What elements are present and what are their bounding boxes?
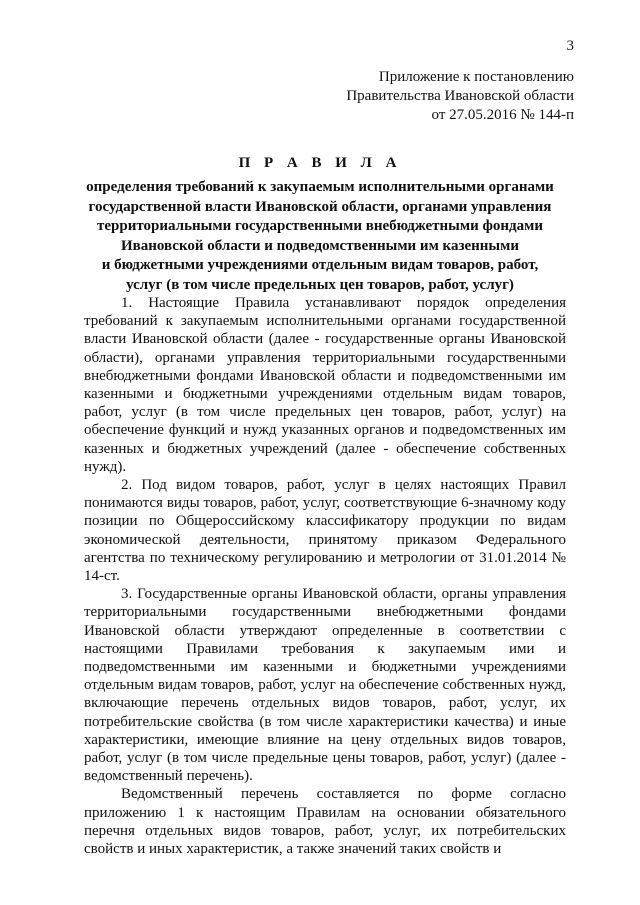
subtitle-line: определения требований к закупаемым исполнительными органами [86, 179, 554, 195]
document-body [84, 294, 566, 858]
paragraph: 1. Настоящие Правила устанавливают порядок определения требований к закупаемым исполнительными органами государственной власти Ивановской области (далее - государственные органы Ивановской области), органами управления территориальными государственными внебюджетными фондами Ивановской области и подведомственными им казенными и бюджетными учреждениями отдельным видам товаров, работ, услуг (в том числе предельных цен товаров, работ, услуг) на обеспечение функций и нужд указанных органов и подведомственных им казенных и бюджетных учреждений (далее - обеспечение собственных нужд). [84, 295, 566, 475]
paragraph: 3. Государственные органы Ивановской области, органы управления территориальными государственными внебюджетными фондами Ивановской области утверждают определенные в соответствии с настоящими Правилами требования к закупаемым ими и подведомственными им казенными и бюджетными учреждениями отдельным видам товаров, работ, услуг на обеспечение собственных нужд, включающие перечень отдельных видов товаров, работ, услуг, их потребительские свойства (в том числе характеристики качества) и иные характеристики, имеющие влияние на цену отдельных видов товаров, работ, услуг (в том числе предельные цены товаров, работ, услуг) (далее - ведомственный перечень). [84, 586, 566, 785]
paragraph: Ведомственный перечень составляется по форме согласно приложению 1 к настоящим Правилам на основании обязательного перечня отдельных видов товаров, работ, услуг, их потребительских свойств и иных характеристик, а также значений таких свойств и [84, 786, 566, 858]
paragraph: 2. Под видом товаров, работ, услуг в целях настоящих Правил понимаются виды товаров, работ, услуг, соответствующие 6-значному коду позиции по Общероссийскому классификатору продукции по видам экономической деятельности, принятому приказом Федерального агентства по техническому регулированию и метрологии от 31.01.2014 № 14-ст. [84, 477, 566, 585]
subtitle-line: государственной власти Ивановской области, органами управления [88, 198, 552, 215]
subtitle-line: услуг (в том числе предельных цен товаров, работ, услуг) [126, 276, 514, 293]
subtitle-line: Ивановской области и подведомственными им казенными [120, 237, 519, 254]
appendix-line: от 27.05.2016 № 144-п [431, 107, 574, 123]
document-subtitle [70, 178, 570, 295]
subtitle-line: и бюджетными учреждениями отдельным видам товаров, работ, [101, 257, 539, 273]
appendix-reference [346, 68, 574, 125]
document-title: П Р А В И Л А [238, 155, 402, 171]
page-number: 3 [566, 38, 574, 54]
appendix-line: Правительства Ивановской области [346, 88, 574, 104]
subtitle-line: территориальными государственными внебюджетными фондами [97, 218, 543, 234]
appendix-line: Приложение к постановлению [378, 69, 574, 85]
